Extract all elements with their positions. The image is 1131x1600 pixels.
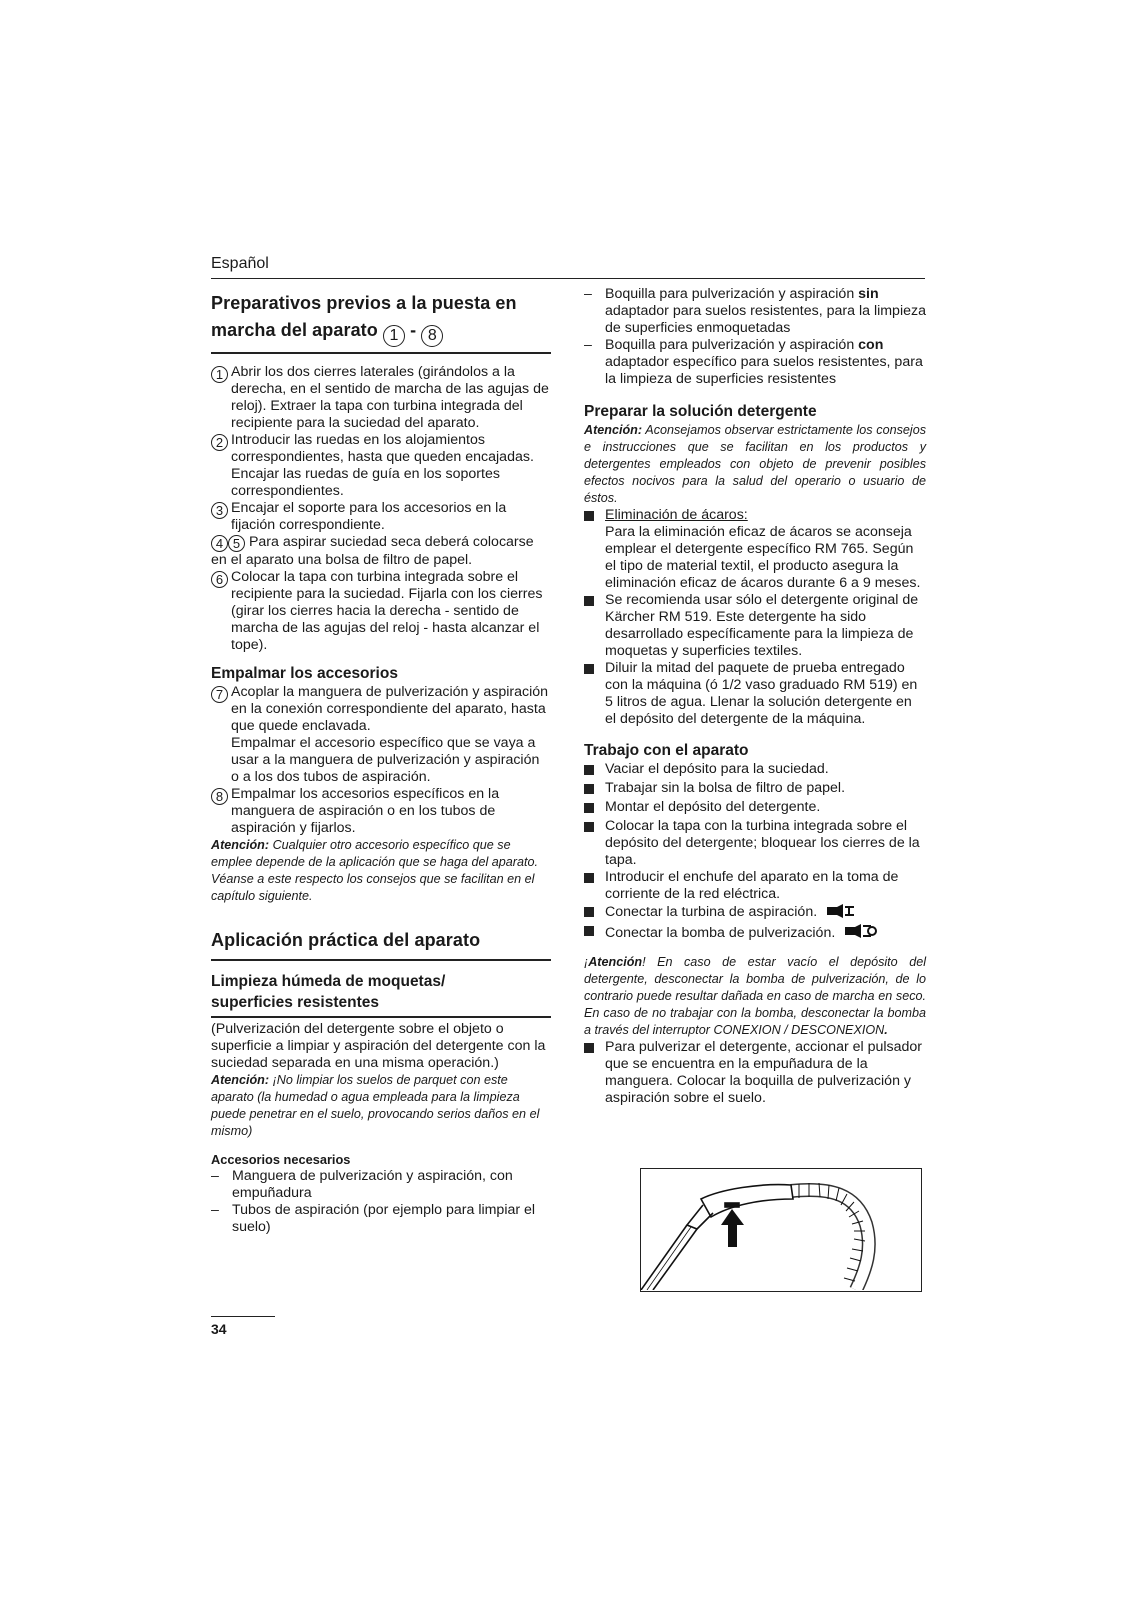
page-number-rule [211, 1316, 275, 1317]
step-number-icon: 6 [211, 571, 228, 588]
step-item: 2 Introducir las ruedas en los alojamientos correspondientes, hasta que queden encajadas. Encajar las ruedas de guía en los soportes correspondientes. [211, 432, 551, 500]
step-1-circle-icon: 1 [383, 325, 405, 347]
step-number-icon: 3 [211, 502, 228, 519]
step-8-circle-icon: 8 [421, 325, 443, 347]
turbine-plug-icon [827, 903, 857, 919]
step-number-icon: 7 [211, 686, 228, 703]
list-item: Introducir el enchufe del aparato en la toma de corriente de la red eléctrica. [584, 869, 926, 903]
bullet-square-icon [584, 873, 594, 883]
step-item: 1 Abrir los dos cierres laterales (girándolos a la derecha, en el sentido de marcha de las agujas de reloj). Extraer la tapa con turbina integrada del recipiente para la suciedad del aparato. [211, 364, 551, 432]
list-item: Se recomienda usar sólo el detergente original de Kärcher RM 519. Este detergente ha sido desarrollado específicamente para la limpieza de moquetas y superficies textiles. [584, 592, 926, 660]
list-item: Conectar la turbina de aspiración. [584, 903, 926, 922]
page-number: 34 [211, 1321, 227, 1337]
list-item: – Manguera de pulverización y aspiración, con empuñadura [211, 1167, 513, 1201]
step-number-icon: 1 [211, 366, 228, 383]
list-item: Diluir la mitad del paquete de prueba entregado con la máquina (ó 1/2 vaso graduado RM 519) en 5 litros de agua. Llenar la solución detergente en el depósito del detergente de la máquina. [584, 660, 926, 728]
list-item: Para pulverizar el detergente, accionar el pulsador que se encuentra en la empuñadura de la manguera. Colocar la boquilla de pulverización y aspiración sobre el suelo. [584, 1039, 926, 1107]
list-item: Trabajar sin la bolsa de filtro de papel. [584, 780, 926, 799]
bullet-square-icon [584, 926, 594, 936]
step-number-icon: 5 [228, 535, 245, 552]
bullet-square-icon [584, 784, 594, 794]
attention-note: Atención: Cualquier otro accesorio específico que se emplee depende de la aplicación que se haga del aparato. Véanse a este respecto los consejos que se facilitan en el capítulo siguiente. [211, 838, 538, 903]
bullet-square-icon [584, 822, 594, 832]
list-item: Eliminación de ácaros: Para la eliminación eficaz de ácaros se aconseja emplear el detergente específico RM 765. Según el tipo de material textil, el producto asegura la eliminación eficaz de ácaros durante 6 a 9 meses. [584, 507, 926, 592]
left-column [211, 290, 551, 1236]
nozzle-illustration [640, 1168, 922, 1292]
pump-plug-icon [845, 922, 877, 940]
section-title-application: Aplicación práctica del aparato [211, 930, 481, 950]
section-rule [211, 959, 551, 961]
bullet-square-icon [584, 765, 594, 775]
heading-detergent-solution: Preparar la solución detergente [584, 403, 817, 420]
language-label: Español [211, 255, 269, 272]
bullet-square-icon [584, 1043, 594, 1053]
bullet-square-icon [584, 907, 594, 917]
step-item: 4 5 Para aspirar suciedad seca deberá colocarse en el aparato una bolsa de filtro de papel. [211, 534, 534, 568]
bullet-square-icon [584, 511, 594, 521]
list-item: Conectar la bomba de pulverización. [584, 922, 926, 942]
list-item: Colocar la tapa con la turbina integrada sobre el depósito del detergente; bloquear los cierres de la tapa. [584, 818, 926, 869]
list-item: Vaciar el depósito para la suciedad. [584, 761, 926, 780]
bullet-square-icon [584, 803, 594, 813]
list-item: – Tubos de aspiración (por ejemplo para limpiar el suelo) [211, 1201, 536, 1235]
list-item: – Boquilla para pulverización y aspiración con adaptador específico para suelos resistentes, para la limpieza de superficies resistentes [584, 337, 923, 387]
attention-note: ¡Atención! En caso de estar vacío el depósito del detergente, desconectar la bomba de pulverización, de lo contrario puede resultar dañada en caso de marcha en seco. En caso de no trabajar con la bomba, desconectar la bomba a través del interruptor CONEXION / DESCONEXION. [584, 955, 926, 1037]
header-rule [211, 278, 925, 279]
step-number-icon: 2 [211, 434, 228, 451]
list-item: – Boquilla para pulverización y aspiración sin adaptador para suelos resistentes, para la limpieza de superficies enmoquetadas [584, 286, 926, 336]
subsection-rule [211, 1016, 551, 1018]
section-title-preparation: Preparativos previos a la puesta en marcha del aparato 1 - 8 [211, 290, 551, 347]
step-item: 7 Acoplar la manguera de pulverización y aspiración en la conexión correspondiente del aparato, hasta que quede enclavada. Empalmar el accesorio específico que se vaya a usar a la manguera de pulverización y aspiración o a los dos tubos de aspiración. [211, 684, 551, 786]
list-item: Montar el depósito del detergente. [584, 799, 926, 818]
subsection-title-wet-cleaning: Limpieza húmeda de moquetas/ superficies resistentes [211, 973, 446, 1011]
attention-note: Atención: Aconsejamos observar estrictamente los consejos e instrucciones que se facilitan en los productos y detergentes empleados con objeto de prevenir posibles efectos nocivos para la salud del operario o usuario de éstos. [584, 423, 926, 505]
step-item: 3 Encajar el soporte para los accesorios en la fijación correspondiente. [211, 500, 551, 534]
step-item: 8 Empalmar los accesorios específicos en la manguera de aspiración o en los tubos de aspiración y fijarlos. [211, 786, 551, 837]
heading-working: Trabajo con el aparato [584, 742, 749, 759]
step-number-icon: 8 [211, 788, 228, 805]
step-item: 6 Colocar la tapa con turbina integrada sobre el recipiente para la suciedad. Fijarla con los cierres (girar los cierres hacia la derecha - sentido de marcha de las agujas del reloj - hasta alcanzar el tope). [211, 569, 551, 654]
bullet-square-icon [584, 596, 594, 606]
heading-needed-accessories: Accesorios necesarios [211, 1151, 351, 1167]
right-column [584, 286, 926, 1107]
heading-connect-accessories: Empalmar los accesorios [211, 665, 398, 682]
bullet-square-icon [584, 664, 594, 674]
intro-paragraph: (Pulverización del detergente sobre el objeto o superficie a limpiar y aspiración del detergente con la suciedad separada en una misma operación.) [211, 1020, 546, 1071]
step-number-icon: 4 [211, 535, 228, 552]
attention-note: Atención: ¡No limpiar los suelos de parquet con este aparato (la humedad o agua empleada para la limpieza puede penetrar en el suelo, provocando serios daños en el mismo) [211, 1072, 540, 1138]
